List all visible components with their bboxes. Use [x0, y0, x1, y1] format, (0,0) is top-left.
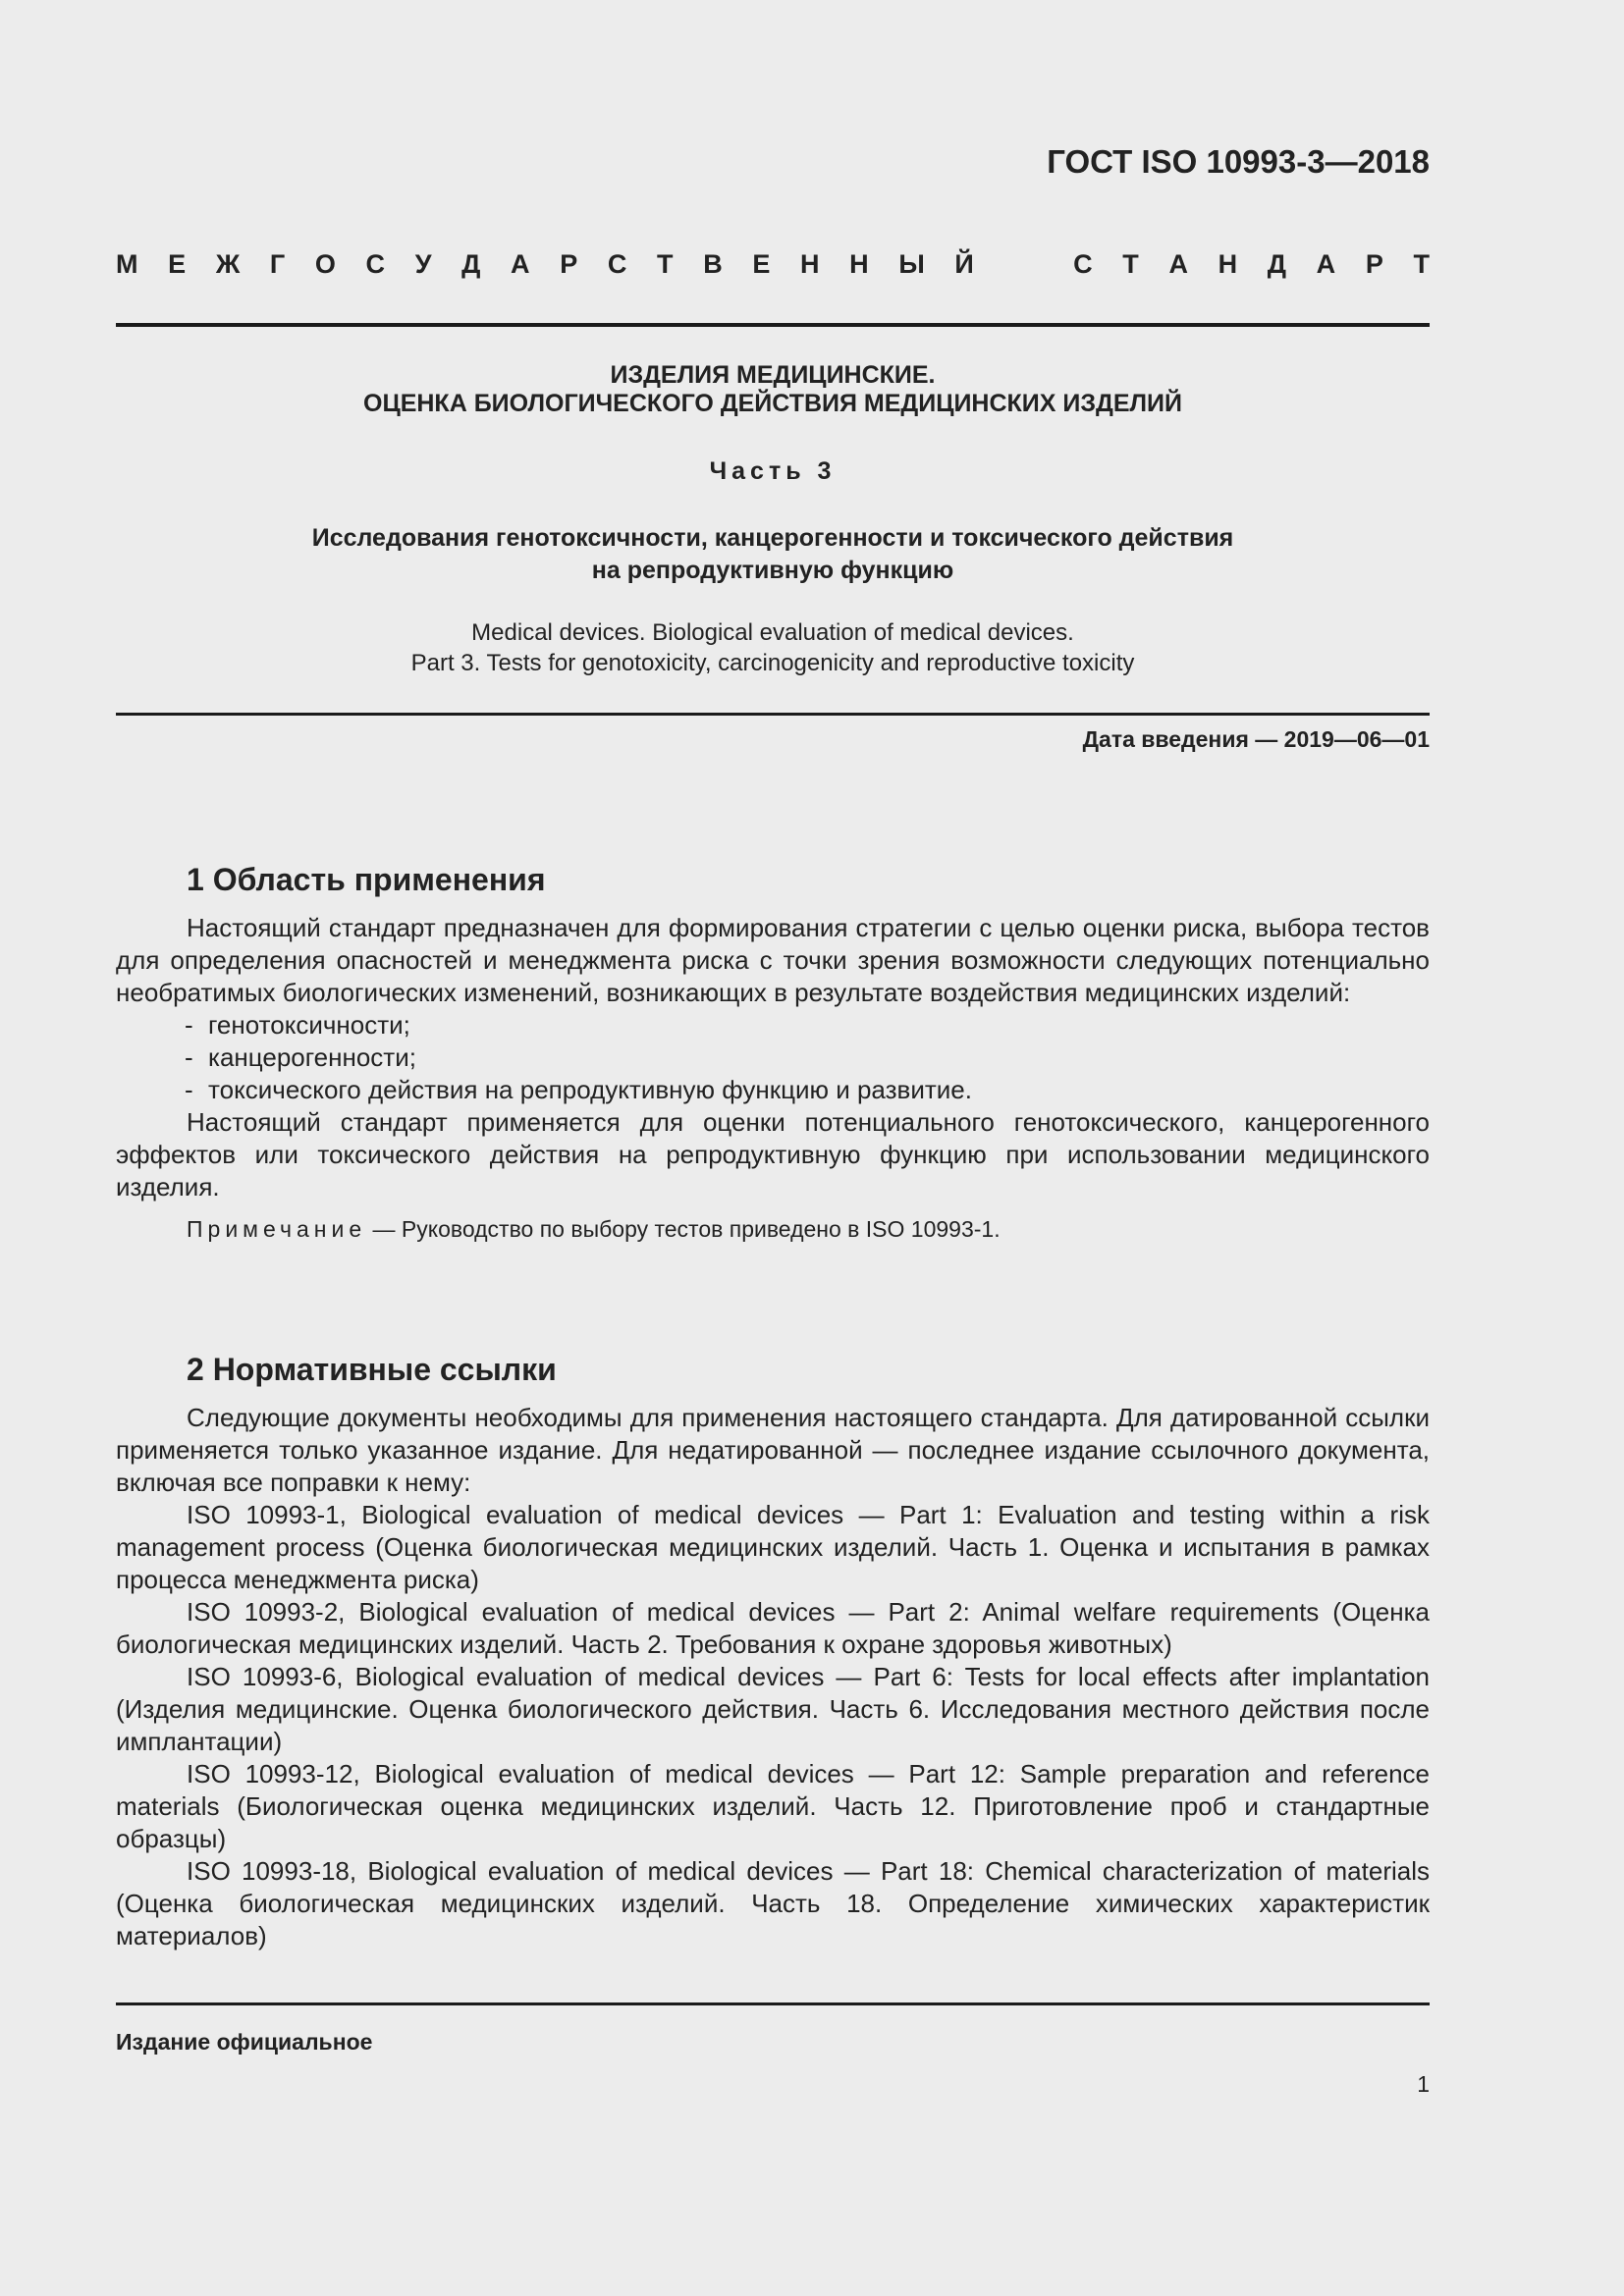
dash-marker: -: [185, 1010, 193, 1040]
standard-type-letter: Т: [1122, 249, 1139, 279]
top-divider: [116, 323, 1430, 327]
standard-type-letter: У: [414, 249, 432, 279]
reference-item: ISO 10993-18, Biological evaluation of medical devices — Part 18: Chemical characterization of materials (Оценка биологическая медицинских изделий. Часть 18. Определение химических характеристик материалов): [116, 1856, 1430, 1950]
standard-type-letter: М: [116, 249, 138, 279]
document-code: ГОСТ ISO 10993-3—2018: [1047, 143, 1430, 180]
dash-marker: -: [185, 1075, 193, 1104]
standard-type-letter: С: [365, 249, 386, 279]
standard-type-letter: А: [1316, 249, 1336, 279]
section-scope: [116, 861, 1430, 1244]
dash-marker: -: [185, 1042, 193, 1072]
standard-type-letter: Г: [269, 249, 286, 279]
list-item-text: токсического действия на репродуктивную функцию и развитие.: [208, 1075, 972, 1104]
standard-type-letter: Ы: [898, 249, 925, 279]
standard-type-letter: А: [1168, 249, 1188, 279]
reference-item: ISO 10993-6, Biological evaluation of medical devices — Part 6: Tests for local effects after implantation (Изделия медицинские. Оценка биологического действия. Часть 6. Исследования местного действия после имплантации): [116, 1662, 1430, 1756]
english-title-line-1: Medical devices. Biological evaluation of medical devices.: [471, 619, 1074, 646]
document-title: [116, 361, 1430, 418]
standard-type-letter: С: [1073, 249, 1093, 279]
note: [187, 1214, 1430, 1244]
standard-type-letter: Е: [168, 249, 187, 279]
standard-type-letter: Н: [800, 249, 820, 279]
title-line-2: ОЦЕНКА БИОЛОГИЧЕСКОГО ДЕЙСТВИЯ МЕДИЦИНСКИХ ИЗДЕЛИЙ: [363, 390, 1182, 417]
edition-label: Издание официальное: [116, 2029, 373, 2055]
standard-type-letter: Е: [752, 249, 771, 279]
english-title-line-2: Part 3. Tests for genotoxicity, carcinogenicity and reproductive toxicity: [410, 650, 1135, 676]
page-number: 1: [1417, 2071, 1430, 2097]
standard-type-letter: Д: [461, 249, 481, 279]
part-label: Часть 3: [709, 457, 837, 485]
standard-type-letter: В: [703, 249, 723, 279]
standard-type-letter: Д: [1267, 249, 1287, 279]
standard-type-letter: Ж: [215, 249, 241, 279]
standard-type-letter: С: [607, 249, 627, 279]
standard-type-letter: Р: [560, 249, 578, 279]
standard-type-letter: Н: [1218, 249, 1238, 279]
section-heading: 1 Область применения: [187, 862, 546, 897]
section-normative-references: [116, 1351, 1430, 1952]
subtitle-line-1: Исследования генотоксичности, канцерогенности и токсического действия: [311, 524, 1234, 552]
list-item-text: генотоксичности;: [208, 1010, 410, 1040]
paragraph: Настоящий стандарт предназначен для формирования стратегии с целью оценки риска, выбора тестов для определения опасностей и менеджмента риска с точки зрения возможности следующих потенциально необратимых биологических изменений, возникающих в результате воздействия медицинских изделий:: [116, 913, 1430, 1007]
list-item: [185, 1041, 1430, 1074]
standard-type-letter: Т: [1413, 249, 1430, 279]
list-item: [185, 1009, 1430, 1041]
paragraph: Настоящий стандарт применяется для оценки потенциального генотоксического, канцерогенного эффектов или токсического действия на репродуктивную функцию при использовании медицинского изделия.: [116, 1107, 1430, 1201]
standard-type-letter: О: [314, 249, 336, 279]
standard-type-letter: Й: [954, 249, 974, 279]
footer-divider: [116, 2002, 1430, 2005]
reference-item: ISO 10993-2, Biological evaluation of medical devices — Part 2: Animal welfare requirements (Оценка биологическая медицинских изделий. Часть 2. Требования к охране здоровья животных): [116, 1597, 1430, 1659]
bullet-list: [116, 1009, 1430, 1106]
subtitle-line-2: на репродуктивную функцию: [591, 557, 954, 584]
word-gap: [1003, 249, 1043, 280]
note-label: Примечание: [187, 1216, 367, 1242]
standard-type-letter: Р: [1365, 249, 1383, 279]
introduction-date: Дата введения — 2019—06—01: [1082, 726, 1430, 752]
title-line-1: ИЗДЕЛИЯ МЕДИЦИНСКИЕ.: [610, 361, 936, 389]
document-subtitle: [116, 522, 1430, 587]
english-title: [116, 617, 1430, 678]
list-item-text: канцерогенности;: [208, 1042, 416, 1072]
section-heading: 2 Нормативные ссылки: [187, 1352, 557, 1387]
standard-type-letter: А: [511, 249, 530, 279]
reference-item: ISO 10993-12, Biological evaluation of medical devices — Part 12: Sample preparation and reference materials (Биологическая оценка медицинских изделий. Часть 12. Приготовление проб и стандартные образцы): [116, 1759, 1430, 1853]
standard-type-letter: Н: [849, 249, 869, 279]
title-divider: [116, 713, 1430, 716]
list-item: [185, 1074, 1430, 1106]
reference-item: ISO 10993-1, Biological evaluation of medical devices — Part 1: Evaluation and testing within a risk management process (Оценка биологическая медицинских изделий. Часть 1. Оценка и испытания в рамках процесса менеджмента риска): [116, 1500, 1430, 1594]
standard-type-heading: [116, 249, 1430, 280]
note-text: — Руководство по выбору тестов приведено в ISO 10993-1.: [366, 1216, 1001, 1242]
paragraph: Следующие документы необходимы для применения настоящего стандарта. Для датированной ссылки применяется только указанное издание. Для недатированной — последнее издание ссылочного документа, включая все поправки к нему:: [116, 1403, 1430, 1497]
standard-type-letter: Т: [657, 249, 674, 279]
